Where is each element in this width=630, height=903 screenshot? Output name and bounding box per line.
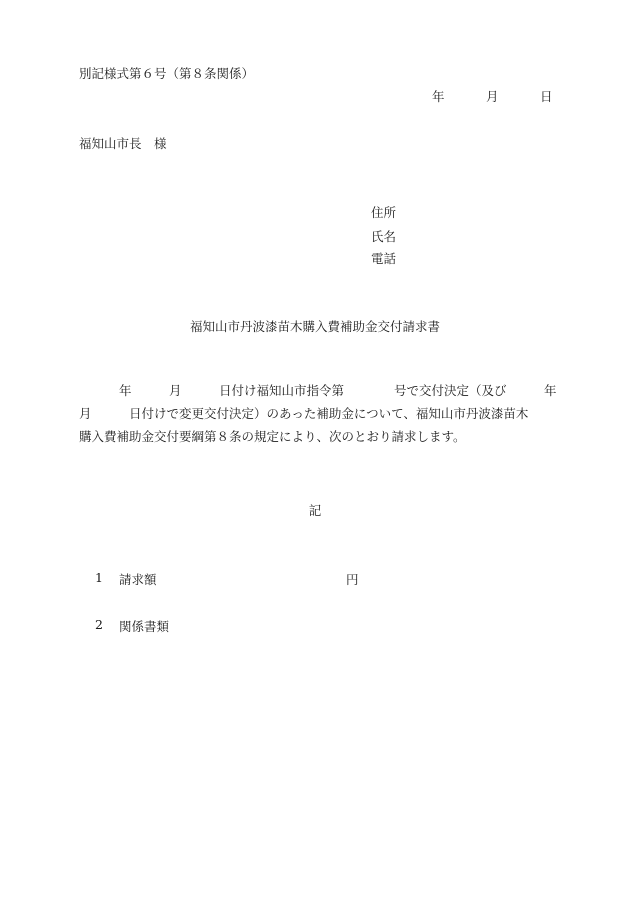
document-title: 福知山市丹波漆苗木購入費補助金交付請求書 <box>189 319 440 334</box>
date-day-label: 日 <box>540 89 553 104</box>
date-month-label: 月 <box>486 89 499 104</box>
form-number: 別記様式第６号（第８条関係） <box>79 66 255 81</box>
addressee: 福知山市長 様 <box>79 136 167 151</box>
applicant-name-label: 氏名 <box>371 229 397 244</box>
amount-unit: 円 <box>346 572 359 587</box>
date-year-label: 年 <box>432 89 445 104</box>
item-label-documents: 関係書類 <box>119 619 170 634</box>
item-number: 2 <box>95 617 103 632</box>
item-label-amount: 請求額 <box>119 572 157 587</box>
applicant-address-label: 住所 <box>371 205 397 220</box>
applicant-phone-label: 電話 <box>371 251 397 266</box>
ki-heading: 記 <box>308 503 322 518</box>
body-line-3: 購入費補助金交付要綱第８条の規定により、次のとおり請求します。 <box>79 429 466 444</box>
item-number: 1 <box>95 570 103 585</box>
body-line-2: 月 日付けで変更交付決定）のあった補助金について、福知山市丹波漆苗木 <box>79 406 529 421</box>
body-line-1: 年 月 日付け福知山市指令第 号で交付決定（及び 年 <box>119 383 557 398</box>
